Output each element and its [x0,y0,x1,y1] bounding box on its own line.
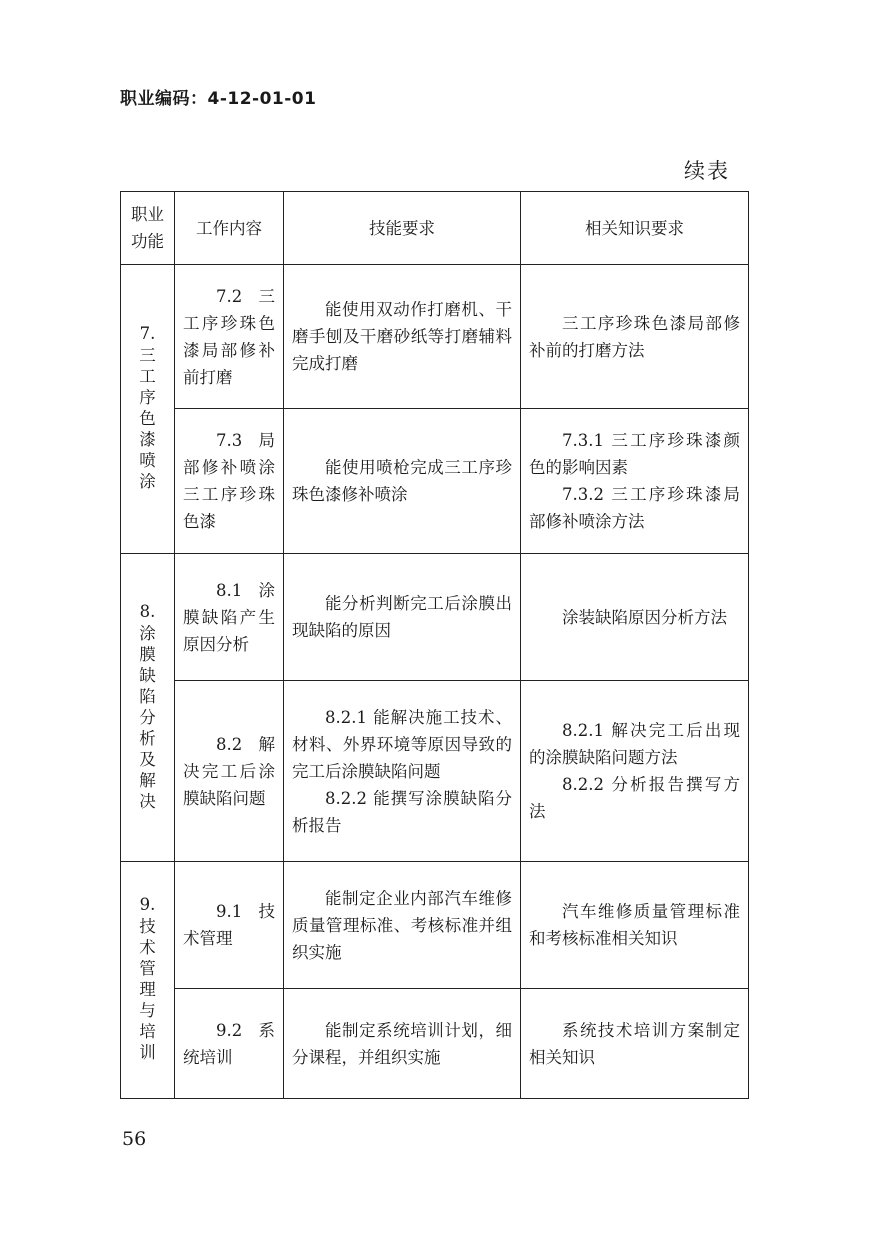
table-header-row [121,192,749,265]
work-content-cell: 7.2 三工序珍珠色漆局部修补前打磨 [175,265,284,409]
function-number: 8. [139,601,156,621]
function-number: 7. [139,324,156,343]
continued-label: 续表 [684,159,730,183]
knowledge-cell: 7.3.1 三工序珍珠漆颜色的影响因素 7.3.2 三工序珍珠漆局部修补喷涂方法 [521,409,749,554]
function-number: 9. [139,895,156,914]
function-cell [121,265,175,554]
column-header-skills: 技能要求 [284,192,521,265]
function-name: 三工序色漆喷涂 [139,346,156,491]
work-content-cell: 9.2 系统培训 [175,989,284,1099]
table-row [121,989,749,1099]
table-row [121,681,749,862]
skill-cell: 能分析判断完工后涂膜出现缺陷的原因 [284,554,521,681]
work-content-cell: 9.1 技术管理 [175,862,284,989]
page-number: 56 [122,1128,147,1150]
standards-table [120,191,749,1099]
work-content-cell: 8.1 涂膜缺陷产生原因分析 [175,554,284,681]
skill-cell: 能制定企业内部汽车维修质量管理标准、考核标准并组织实施 [284,862,521,989]
table-row [121,265,749,409]
knowledge-cell: 三工序珍珠色漆局部修补前的打磨方法 [521,265,749,409]
function-name: 涂膜缺陷分析及解决 [139,623,156,811]
column-header-content: 工作内容 [175,192,284,265]
column-header-knowledge: 相关知识要求 [521,192,749,265]
knowledge-cell: 系统技术培训方案制定相关知识 [521,989,749,1099]
table-row [121,554,749,681]
work-content-cell: 7.3 局部修补喷涂三工序珍珠色漆 [175,409,284,554]
work-content-cell: 8.2 解决完工后涂膜缺陷问题 [175,681,284,862]
skill-cell: 能制定系统培训计划，细分课程，并组织实施 [284,989,521,1099]
skill-cell: 能使用双动作打磨机、干磨手刨及干磨砂纸等打磨辅料完成打磨 [284,265,521,409]
function-cell [121,554,175,862]
skill-cell: 8.2.1 能解决施工技术、材料、外界环境等原因导致的完工后涂膜缺陷问题 8.2.2 能撰写涂膜缺陷分析报告 [284,681,521,862]
table-row [121,409,749,554]
knowledge-cell: 8.2.1 解决完工后出现的涂膜缺陷问题方法 8.2.2 分析报告撰写方法 [521,681,749,862]
skill-cell: 能使用喷枪完成三工序珍珠色漆修补喷涂 [284,409,521,554]
function-cell [121,862,175,1099]
knowledge-cell: 涂装缺陷原因分析方法 [521,554,749,681]
column-header-function: 职业 功能 [121,192,175,265]
function-name: 技术管理与培训 [139,917,156,1062]
table-row [121,862,749,989]
knowledge-cell: 汽车维修质量管理标准和考核标准相关知识 [521,862,749,989]
occupation-code: 职业编码：4-12-01-01 [120,89,317,109]
